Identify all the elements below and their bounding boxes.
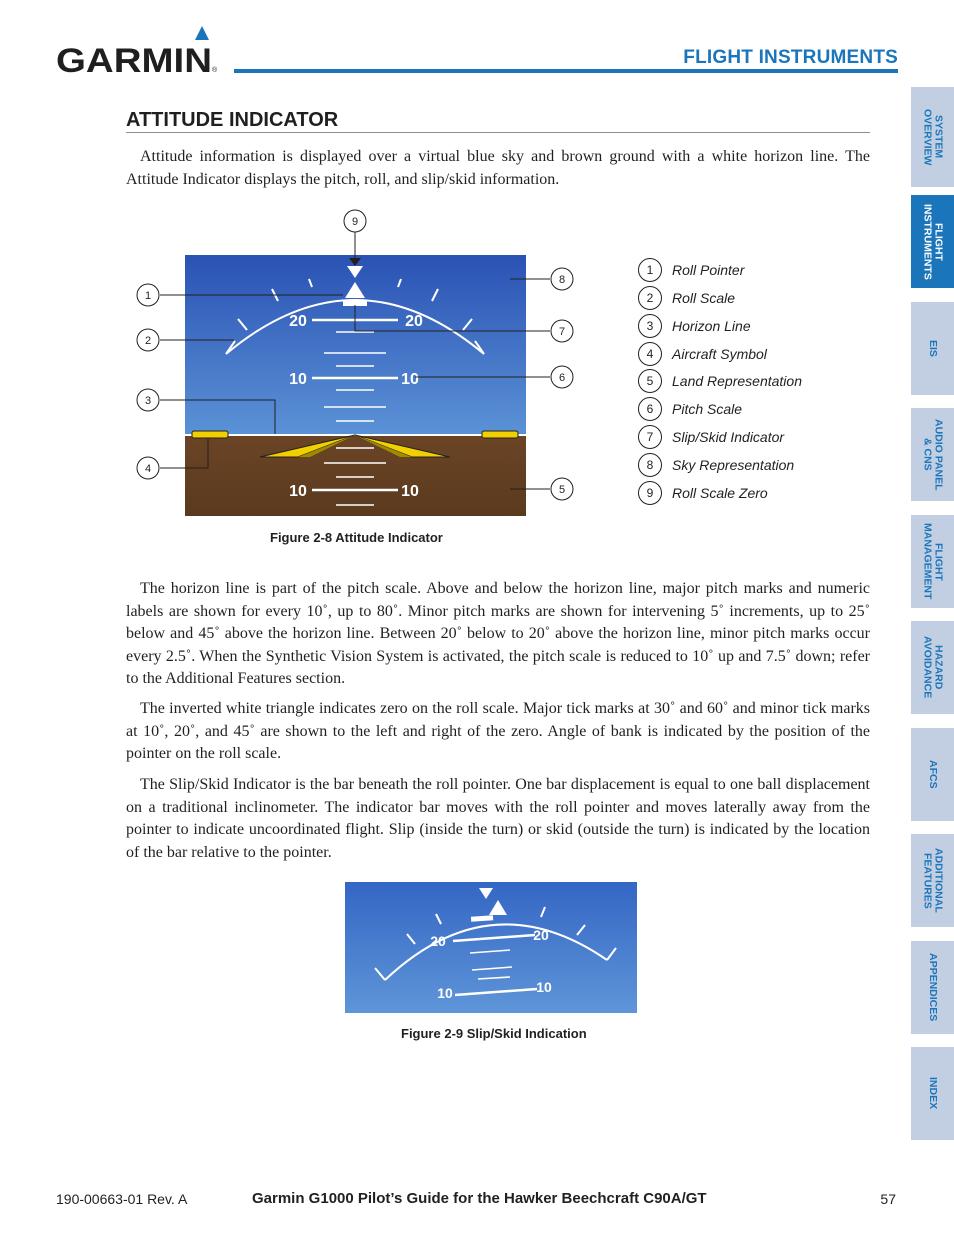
- page-number: 57: [880, 1191, 896, 1207]
- legend-item: [638, 369, 802, 393]
- legend-item: [638, 286, 735, 310]
- header-section-title: FLIGHT INSTRUMENTS: [683, 47, 898, 68]
- tab-label: INDEX: [927, 1077, 939, 1110]
- legend-number: 7: [638, 425, 662, 449]
- legend-label: Slip/Skid Indicator: [672, 429, 785, 445]
- legend-label: Land Representation: [672, 373, 802, 389]
- callout-6: 6: [558, 372, 566, 384]
- callout-3: 3: [144, 395, 152, 407]
- legend-item: [638, 425, 784, 449]
- legend-number: 8: [638, 453, 662, 477]
- tab-label: FLIGHT MANAGEMENT: [921, 523, 945, 600]
- land-representation: [185, 435, 526, 516]
- tab-label: SYSTEM OVERVIEW: [921, 108, 945, 166]
- tab-label: ADDITIONAL FEATURES: [921, 848, 945, 913]
- doc-number: 190-00663-01 Rev. A: [56, 1191, 188, 1207]
- footer-title: Garmin G1000 Pilot’s Guide for the Hawker Beechcraft C90A/GT: [252, 1190, 707, 1207]
- section-title: ATTITUDE INDICATOR: [126, 109, 339, 131]
- section-rule: [126, 132, 870, 133]
- tab-system-overview[interactable]: [911, 87, 954, 187]
- tab-hazard-avoidance[interactable]: [911, 621, 954, 714]
- pitch-label-20-left: 20: [289, 313, 307, 330]
- callout-9: 9: [351, 216, 359, 228]
- pitch-label-10-left: 10: [437, 985, 453, 1001]
- legend-item: [638, 314, 751, 338]
- tab-label: AUDIO PANEL & CNS: [921, 418, 945, 491]
- pitch-scale-paragraph: The horizon line is part of the pitch scale. Above and below the horizon line, major pitch marks and numeric labels are shown for every 10˚, up to 80˚. Minor pitch marks are shown for intervening 5˚ increments, up to 25˚ below and 45˚ above the horizon line. Between 20˚ below to 20˚ above the horizon line, minor pitch marks occur every 2.5˚. When the Synthetic Vision System is activated, the pitch scale is reduced to 10˚ up and 7.5˚ down; refer to the Additional Features section.: [126, 580, 870, 688]
- roll-scale-paragraph: The inverted white triangle indicates zero on the roll scale. Major tick marks at 30˚ and 60˚ and minor tick marks at 10˚, 20˚, and 45˚ are shown to the left and right of the zero. Angle of bank is indicated by the position of the pointer on the roll scale.: [126, 700, 870, 763]
- tab-label: HAZARD AVOIDANCE: [921, 636, 945, 699]
- tab-index[interactable]: [911, 1047, 954, 1140]
- legend-number: 1: [638, 258, 662, 282]
- tab-audio-panel-cns[interactable]: [911, 408, 954, 501]
- legend-item: [638, 258, 744, 282]
- callout-5: 5: [558, 484, 566, 496]
- legend-label: Roll Scale Zero: [672, 485, 768, 501]
- pitch-label-20-right: 20: [405, 313, 423, 330]
- legend-label: Sky Representation: [672, 457, 795, 473]
- legend-item: [638, 342, 767, 366]
- tab-additional-features[interactable]: [911, 834, 954, 927]
- callout-8: 8: [558, 274, 566, 286]
- legend-label: Aircraft Symbol: [672, 346, 767, 362]
- legend-number: 5: [638, 369, 662, 393]
- callout-1: 1: [144, 290, 152, 302]
- tab-afcs[interactable]: [911, 728, 954, 821]
- pitch-label-10-right: 10: [401, 371, 419, 388]
- tab-label: EIS: [927, 340, 939, 357]
- callout-4: 4: [144, 463, 152, 475]
- callout-2: 2: [144, 335, 152, 347]
- legend-label: Roll Pointer: [672, 262, 745, 278]
- pitch-label-20-left: 20: [430, 933, 446, 949]
- tab-appendices[interactable]: [911, 941, 954, 1034]
- garmin-logo: [56, 26, 220, 76]
- figure-2-8-caption: Figure 2-8 Attitude Indicator: [270, 530, 443, 545]
- tab-flight-management[interactable]: [911, 515, 954, 608]
- legend-item: [638, 397, 742, 421]
- legend-item: [638, 453, 794, 477]
- figure-2-9-caption: Figure 2-9 Slip/Skid Indication: [401, 1026, 587, 1041]
- legend-number: 6: [638, 397, 662, 421]
- attitude-indicator-figure: [130, 208, 580, 523]
- legend-number: 4: [638, 342, 662, 366]
- header-rule: [234, 69, 898, 73]
- slip-skid-paragraph: The Slip/Skid Indicator is the bar beneath the roll pointer. One bar displacement is equal to one ball displacement on a traditional inclinometer. The indicator bar moves with the roll pointer and moves laterally away from the pointer to indicate uncoordinated flight. Slip (inside the turn) or skid (outside the turn) is indicated by the location of the bar relative to the pointer.: [126, 776, 870, 861]
- pitch-label-10-left: 10: [289, 371, 307, 388]
- legend-number: 9: [638, 481, 662, 505]
- pitch-label-minus10-left: 10: [289, 483, 307, 500]
- tab-eis[interactable]: [911, 302, 954, 395]
- legend-label: Pitch Scale: [672, 401, 743, 417]
- slip-skid-figure: [345, 882, 637, 1013]
- legend-number: 3: [638, 314, 662, 338]
- pitch-label-20-right: 20: [533, 927, 549, 943]
- legend-item: [638, 481, 768, 505]
- pitch-label-10-right: 10: [536, 979, 552, 995]
- tab-flight-instruments[interactable]: [911, 195, 954, 288]
- tab-label: AFCS: [927, 760, 939, 789]
- svg-text:®: ®: [212, 67, 218, 74]
- legend-label: Horizon Line: [672, 318, 751, 334]
- intro-paragraph: Attitude information is displayed over a virtual blue sky and brown ground with a white horizon line. The Attitude Indicator displays the pitch, roll, and slip/skid information.: [126, 148, 870, 188]
- callout-7: 7: [558, 326, 566, 338]
- tab-label: FLIGHT INSTRUMENTS: [921, 203, 945, 280]
- garmin-wordmark: GARMIN: [56, 42, 212, 76]
- legend-label: Roll Scale: [672, 290, 736, 306]
- tab-label: APPENDICES: [927, 953, 939, 1022]
- legend-number: 2: [638, 286, 662, 310]
- pitch-label-minus10-right: 10: [401, 483, 419, 500]
